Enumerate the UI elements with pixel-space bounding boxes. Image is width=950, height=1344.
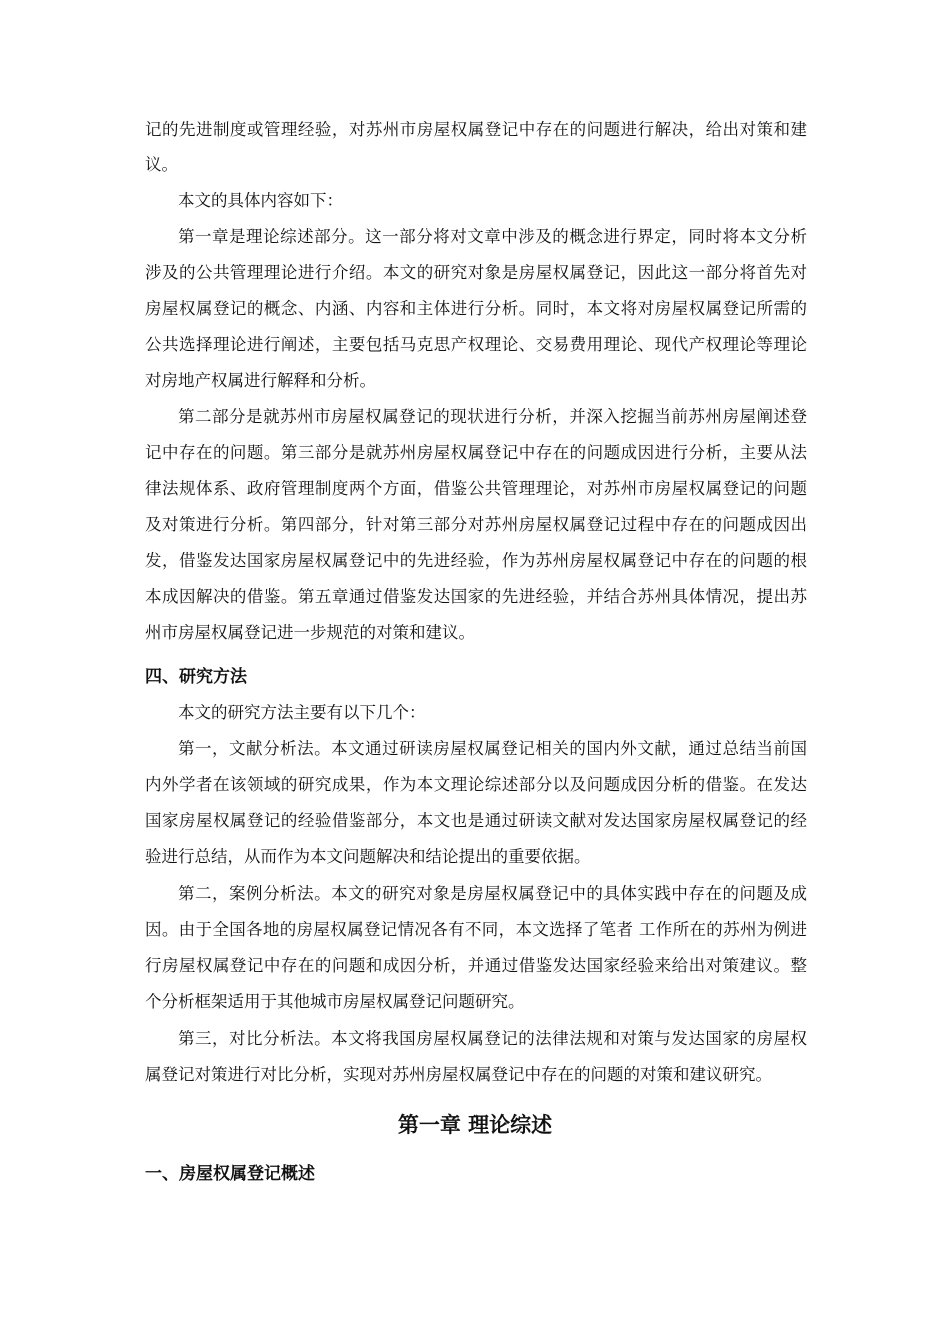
paragraph-line: 州市房屋权属登记进一步规范的对策和建议。 bbox=[145, 623, 475, 642]
section-heading: 四、研究方法 bbox=[145, 667, 247, 687]
paragraph-line: 属登记对策进行对比分析，实现对苏州房屋权属登记中存在的问题的对策和建议研究。 bbox=[145, 1065, 772, 1084]
paragraph-line: 本文的研究方法主要有以下几个： bbox=[178, 703, 426, 722]
paragraph-line: 涉及的公共管理理论进行介绍。本文的研究对象是房屋权属登记，因此这一部分将首先对 bbox=[145, 263, 807, 282]
paragraph-line: 记中存在的问题。第三部分是就苏州房屋权属登记中存在的问题成因进行分析，主要从法 bbox=[145, 443, 807, 462]
chapter-title: 第一章 理论综述 bbox=[397, 1113, 553, 1137]
paragraph-line: 验进行总结，从而作为本文问题解决和结论提出的重要依据。 bbox=[145, 847, 591, 866]
paragraph-line: 国家房屋权属登记的经验借鉴部分，本文也是通过研读文献对发达国家房屋权属登记的经 bbox=[145, 811, 807, 830]
paragraph-line: 个分析框架适用于其他城市房屋权属登记问题研究。 bbox=[145, 992, 525, 1011]
paragraph-line: 第一章是理论综述部分。这一部分将对文章中涉及的概念进行界定，同时将本文分析 bbox=[178, 227, 807, 246]
content-intro: 本文的具体内容如下： bbox=[178, 191, 343, 210]
paragraph-line: 本成因解决的借鉴。第五章通过借鉴发达国家的先进经验，并结合苏州具体情况，提出苏 bbox=[145, 587, 807, 606]
paragraph-line: 公共选择理论进行阐述，主要包括马克思产权理论、交易费用理论、现代产权理论等理论 bbox=[145, 335, 807, 354]
paragraph-line: 第一，文献分析法。本文通过研读房屋权属登记相关的国内外文献，通过总结当前国 bbox=[178, 739, 807, 758]
paragraph-line: 对房地产权属进行解释和分析。 bbox=[145, 371, 376, 390]
paragraph-line: 行房屋权属登记中存在的问题和成因分析，并通过借鉴发达国家经验来给出对策建议。整 bbox=[145, 956, 807, 975]
paragraph-line: 及对策进行分析。第四部分，针对第三部分对苏州房屋权属登记过程中存在的问题成因出 bbox=[145, 515, 807, 534]
paragraph-line: 记的先进制度或管理经验，对苏州市房屋权属登记中存在的问题进行解决，给出对策和建 bbox=[145, 120, 807, 139]
paragraph-line: 发，借鉴发达国家房屋权属登记中的先进经验，作为苏州房屋权属登记中存在的问题的根 bbox=[145, 551, 807, 570]
paragraph-line: 第三，对比分析法。本文将我国房屋权属登记的法律法规和对策与发达国家的房屋权 bbox=[178, 1029, 807, 1048]
paragraph-line: 房屋权属登记的概念、内涵、内容和主体进行分析。同时，本文将对房屋权属登记所需的 bbox=[145, 299, 807, 318]
paragraph-line: 第二，案例分析法。本文的研究对象是房屋权属登记中的具体实践中存在的问题及成 bbox=[178, 884, 807, 903]
paragraph-line: 因。由于全国各地的房屋权属登记情况各有不同，本文选择了笔者 工作所在的苏州为例进 bbox=[145, 920, 807, 939]
paragraph-line: 内外学者在该领域的研究成果，作为本文理论综述部分以及问题成因分析的借鉴。在发达 bbox=[145, 775, 807, 794]
paragraph-line: 议。 bbox=[145, 155, 178, 174]
section-heading: 一、房屋权属登记概述 bbox=[145, 1164, 315, 1184]
paragraph-line: 律法规体系、政府管理制度两个方面，借鉴公共管理理论，对苏州市房屋权属登记的问题 bbox=[145, 479, 807, 498]
paragraph-line: 第二部分是就苏州市房屋权属登记的现状进行分析，并深入挖掘当前苏州房屋阐述登 bbox=[178, 407, 807, 426]
